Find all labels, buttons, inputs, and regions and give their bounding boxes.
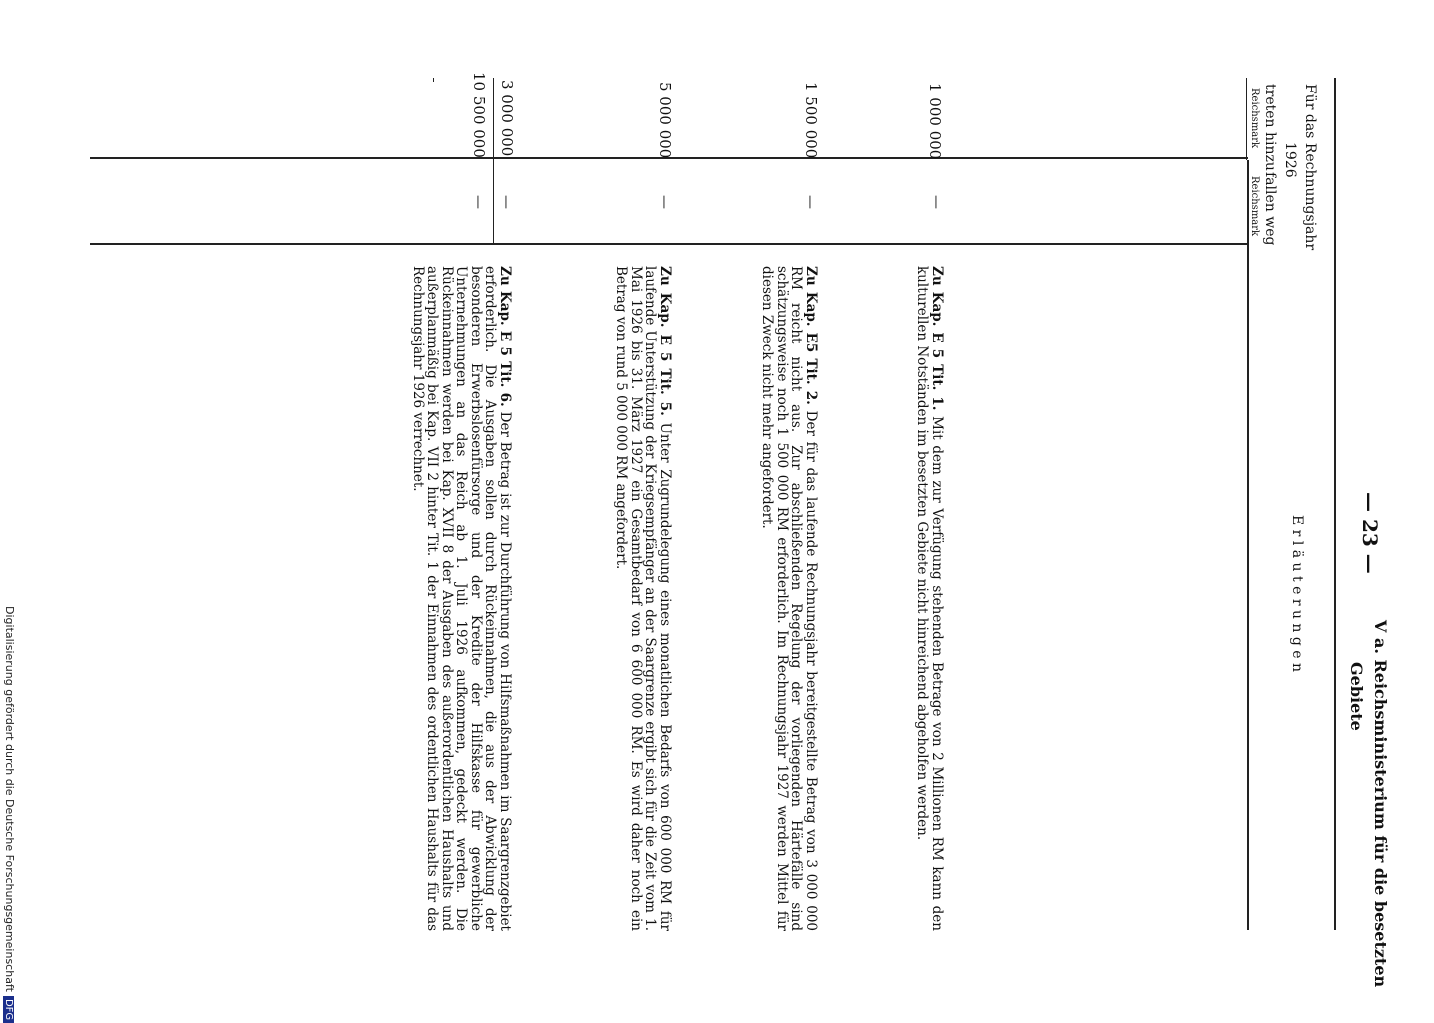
section-title-cont: Gebiete bbox=[1347, 662, 1366, 731]
amount-column-rule-2 bbox=[90, 243, 1248, 245]
col-add-label: treten hinzu bbox=[1262, 84, 1278, 171]
digitization-credit bbox=[3, 606, 16, 1023]
dfg-logo: DFG bbox=[3, 996, 14, 1023]
header-rule bbox=[1334, 78, 1336, 930]
explanations-heading: E r l ä u t e r u n g e n bbox=[1289, 515, 1305, 673]
left-table-rule bbox=[433, 78, 434, 82]
table-header-bottom-rule bbox=[1246, 78, 1247, 160]
row4-title: Zu Kap. E 5 Tit. 6. bbox=[497, 266, 513, 407]
row4-text: Der Betrag ist zur Durchführung von Hilfsmaßnahmen im Saargrenzgebiet erforderlich. Die Ausgaben sollen durch Rückeinnahmen, die aus der Abwicklung der besonderen Erwerbslosenfürsorge und der Kredite der Hilfskasse für gewerbliche Unternehmungen an das Reich ab 1. Juli 1926 aufkommen, gedeckt werden. Die Rückeinnahmen werden bei Kap. XVII 8 der Ausgaben des außerordentlichen Haushalts und außerplanmäßig bei Kap. VII 2 hinter Tit. 1 der Einnahmen des ordentlichen Haushalts für das Rechnungsjahr 1926 verrechnet. bbox=[410, 266, 513, 931]
total-rule bbox=[493, 78, 494, 245]
row3-explanation bbox=[614, 266, 672, 931]
row2-title: Zu Kap. E5 Tit. 2. bbox=[803, 266, 819, 405]
year-value: 1926 bbox=[1282, 142, 1298, 178]
row3-title: Zu Kap. E 5 Tit. 5. bbox=[657, 266, 673, 416]
row2-add-amount: 1 500 000 bbox=[802, 82, 820, 159]
row3-add-amount: 5 000 000 bbox=[656, 82, 674, 159]
row2-text: Der für das laufende Rechnungsjahr bereitgestellte Betrag von 3 000 000 RM reicht nicht aus. Zur abschließenden Regelung der vorliegenden Härtefälle sind schätzungsweise noch 1 500 000 RM erforderlich. Im Rechnungsjahr 1927 werden Mittel für diesen Zweck nicht mehr angefordert. bbox=[759, 266, 819, 931]
total-add-amount: 10 500 000 bbox=[470, 72, 488, 158]
row1-title: Zu Kap. E 5 Tit. 1. bbox=[929, 266, 945, 411]
row4-remove-amount: — bbox=[498, 195, 514, 209]
column-header-rule bbox=[1247, 160, 1249, 930]
unit-remove: Reichsmark bbox=[1249, 176, 1260, 237]
row4-explanation bbox=[411, 266, 513, 931]
col-remove-label: fallen weg bbox=[1262, 172, 1278, 246]
row3-text: Unter Zugrundelegung eines monatlichen Bedarfs von 600 000 RM für laufende Unterstützung der Kriegsempfänger an der Saargrenze ergibt sich für die Zeit vom 1. Mai 1926 bis 31. März 1927 ein Gesamtbedarf von 6 600 000 RM. Es wird daher noch ein Betrag von rund 5 000 000 RM angefordert. bbox=[613, 266, 673, 931]
row1-add-amount: 1 000 000 bbox=[926, 83, 944, 160]
row3-remove-amount: — bbox=[656, 195, 672, 209]
page-number: — 23 — bbox=[1358, 492, 1382, 574]
row2-explanation bbox=[760, 266, 818, 931]
credit-text: Digitalisierung gefördert durch die Deutsche Forschungsgemeinschaft bbox=[3, 606, 16, 992]
row1-explanation bbox=[915, 266, 944, 931]
year-label: Für das Rechnungsjahr bbox=[1302, 84, 1318, 251]
row2-remove-amount: — bbox=[802, 195, 818, 209]
row4-add-amount: 3 000 000 bbox=[498, 80, 516, 157]
total-remove-amount: — bbox=[470, 195, 486, 209]
row1-remove-amount: — bbox=[928, 195, 944, 209]
unit-add: Reichsmark bbox=[1249, 88, 1260, 149]
section-title: V a. Reichsministerium für die besetzten bbox=[1371, 620, 1390, 988]
row1-text: Mit dem zur Verfügung stehenden Betrage von 2 Millionen RM kann den kulturellen Notständen im besetzten Gebiete nicht hinreichend abgeholfen werden. bbox=[914, 266, 945, 931]
